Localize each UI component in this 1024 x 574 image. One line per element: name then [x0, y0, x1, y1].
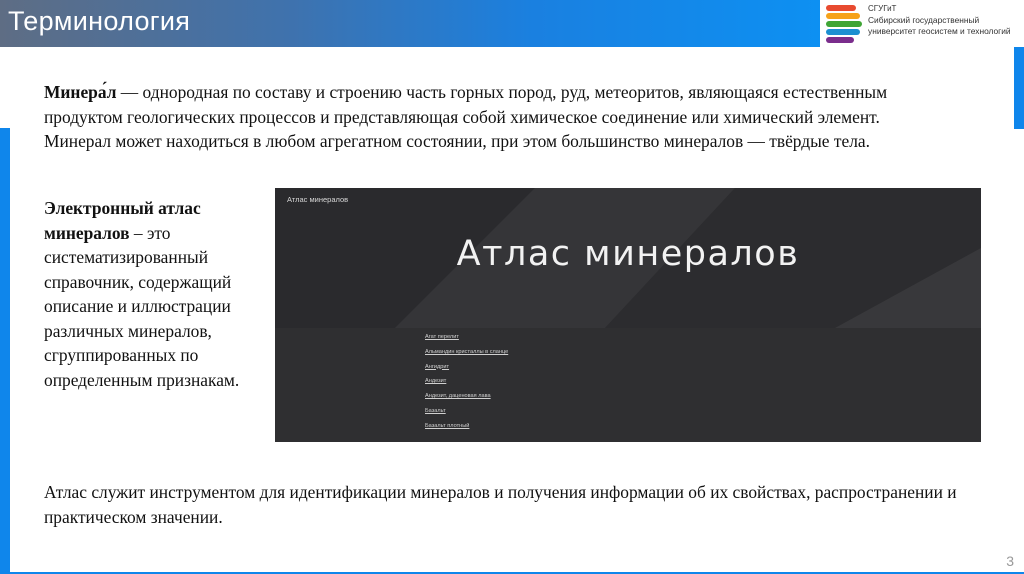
- mineral-definition: [44, 80, 914, 154]
- university-logo: [820, 0, 1024, 47]
- logo-abbreviation: СГУГиТ: [868, 4, 897, 13]
- university-emblem-icon: [824, 3, 864, 44]
- atlas-hero-banner: [275, 188, 981, 328]
- accent-stripe-left: [0, 128, 10, 574]
- atlas-term: Электронный атлас минералов: [44, 198, 201, 243]
- slide-title: Терминология: [8, 6, 191, 36]
- atlas-header: Атлас минералов: [287, 195, 349, 204]
- atlas-list-item[interactable]: Альмандин кристаллы в сланце: [425, 348, 509, 355]
- atlas-list-item[interactable]: Базальт плотный: [425, 422, 470, 429]
- mineral-definition-text: — однородная по составу и строению часть горных пород, руд, метеоритов, являющаяся естественным продуктом геологических процессов и представляющая собой химическое соединение или химический элемент. Минерал может находиться в любом агрегатном состоянии, при этом большинство минералов — твёрдые тела.: [44, 82, 888, 151]
- atlas-screenshot: [275, 188, 981, 442]
- mineral-term: Минера́л: [44, 82, 117, 102]
- accent-stripe-right: [1014, 47, 1024, 129]
- page-number: 3: [1006, 553, 1014, 569]
- atlas-definition: [44, 196, 264, 392]
- atlas-definition-text: – это систематизированный справочник, содержащий описание и иллюстрации различных минералов, сгруппированных по определенным признакам.: [44, 222, 240, 390]
- atlas-list-item[interactable]: Агат перелит: [425, 334, 459, 340]
- atlas-list-item[interactable]: Базальт: [425, 407, 446, 414]
- atlas-list-item[interactable]: Ангидрит: [425, 363, 450, 370]
- logo-university-name: Сибирский государственный университет геосистем и технологий: [868, 15, 1011, 36]
- title-bar: [0, 0, 820, 47]
- atlas-mineral-list: [425, 334, 508, 438]
- atlas-purpose: Атлас служит инструментом для идентификации минералов и получения информации об их свойствах, распространении и практическом значении.: [44, 482, 957, 527]
- atlas-list-item[interactable]: Андезит: [425, 378, 447, 385]
- atlas-list-item[interactable]: Андезит, даценовая лава: [425, 393, 491, 400]
- atlas-title: Атлас минералов: [456, 234, 800, 274]
